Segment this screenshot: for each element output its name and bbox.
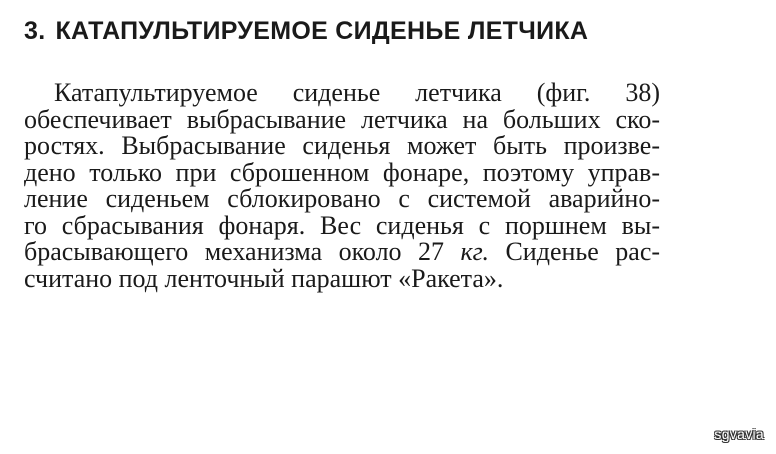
paragraph-line: [24, 239, 660, 266]
unit-kg: кг.: [460, 237, 489, 266]
paragraph-line: го сбрасывания фонаря. Вес сиденья с поршнем вы-: [24, 210, 660, 240]
paragraph-line: Катапультируемое сиденье летчика (фиг. 38): [54, 78, 660, 107]
paragraph-line: считано под ленточный парашют «Ракета».: [24, 263, 504, 293]
paragraph-line: обеспечивает выбрасывание летчика на больших ско-: [24, 104, 660, 134]
section-number: 3.: [24, 17, 46, 45]
line-text: Сиденье рас-: [505, 237, 661, 266]
section-heading: [24, 12, 588, 50]
watermark: sgvavia: [714, 426, 764, 442]
body-paragraph: [24, 80, 660, 292]
paragraph-line: ление сиденьем сблокировано с системой аварийно-: [24, 184, 660, 213]
paragraph-line: дено только при сброшенном фонаре, поэтому управ-: [24, 157, 660, 187]
line-text: брасывающего механизма около 27: [24, 237, 445, 266]
section-title: КАТАПУЛЬТИРУЕМОЕ СИДЕНЬЕ ЛЕТЧИКА: [55, 17, 589, 45]
paragraph-line: ростях. Выбрасывание сиденья может быть произве-: [24, 131, 660, 160]
